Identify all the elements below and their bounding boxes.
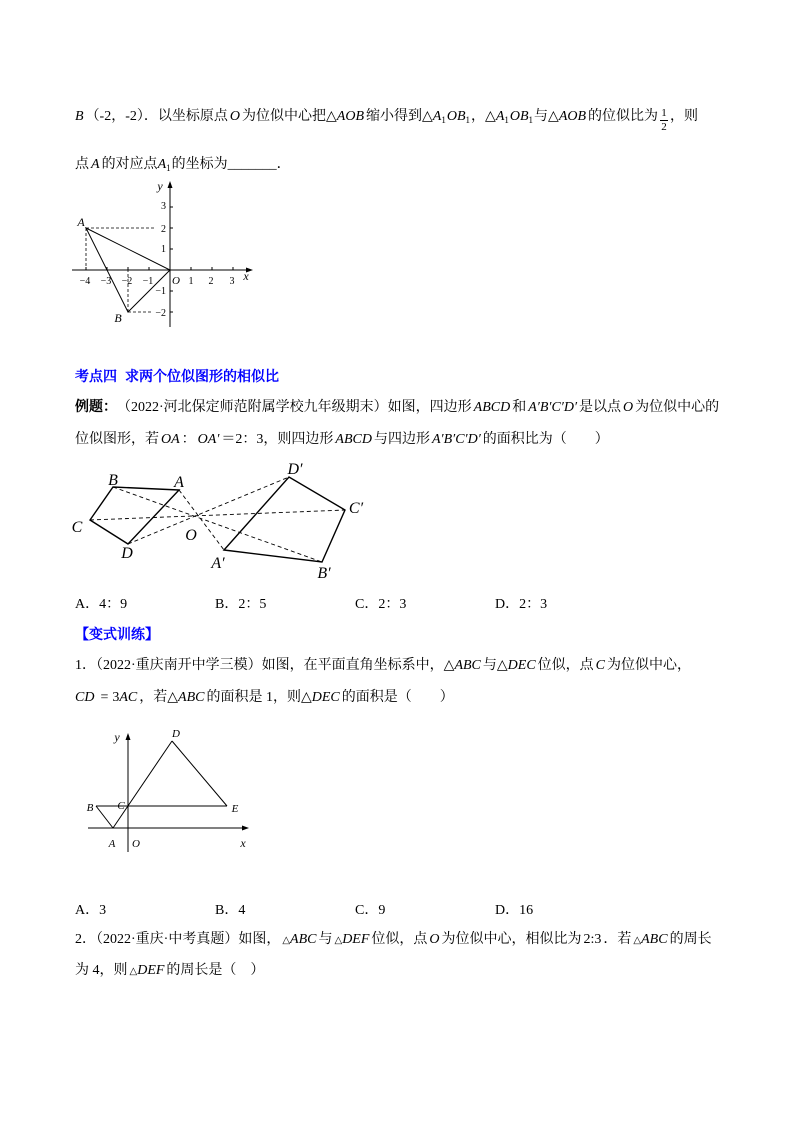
ratio-fraction [660, 108, 668, 133]
math-variable: OA′ [197, 432, 220, 447]
quadrilateral-a-prime-b-prime-c-prime-d-prime [224, 477, 345, 562]
y-tick-label: −2 [155, 308, 166, 319]
center-o-label: O [185, 527, 197, 544]
subscript: 1 [528, 115, 534, 125]
text-run: 与△ [482, 658, 508, 673]
y-axis-label: y [114, 730, 120, 744]
text-run: 缩小得到△ [366, 109, 433, 124]
text-run: 是以点 [579, 400, 622, 415]
math-variable: AC [119, 690, 138, 705]
number: 3 [112, 690, 120, 705]
variant-heading [75, 626, 159, 646]
figure-coordinate-triangles-abc-dec [80, 726, 255, 854]
x-axis-arrow [242, 826, 249, 831]
math-variable: AOB [558, 109, 587, 124]
equals-sign: = [100, 690, 109, 705]
vertex-a-label: A [108, 838, 116, 850]
math-variable: A′B′C′D′ [528, 400, 578, 415]
triangle-lines [96, 741, 227, 828]
text-run: 的周长是（ ） [166, 963, 265, 978]
text-run: ，则 [670, 109, 699, 124]
y-tick-label: −1 [155, 286, 166, 297]
ratio-value: 2:3 [583, 932, 602, 947]
q1-option-d: D．16 [495, 903, 534, 918]
math-variable: OB [509, 109, 529, 124]
y-axis-arrow [126, 733, 131, 740]
text-run: 的坐标为 [171, 157, 228, 172]
example-option-b: B．2：5 [215, 597, 267, 612]
y-tick-label: 3 [161, 201, 166, 212]
text-run: 为位似中心把△ [242, 109, 337, 124]
vertex-d-label: D [172, 728, 180, 740]
vertex-a-label: A [174, 474, 184, 491]
q2-line-2 [75, 961, 264, 981]
variant-heading-text: 【变式训练】 [75, 628, 159, 643]
section-title: 求两个位似图形的相似比 [125, 370, 279, 385]
vertex-b-prime-label: B′ [317, 565, 331, 582]
text-run: 为位似中心， [607, 658, 692, 673]
math-variable: DEF [137, 963, 165, 978]
text-run: ． [276, 157, 291, 172]
origin-label: O [132, 838, 140, 850]
math-variable: CD [75, 690, 95, 705]
math-variable: AOB [336, 109, 365, 124]
math-variable: A [432, 109, 442, 124]
math-variable: O [429, 932, 440, 947]
x-tick-label: −3 [100, 276, 112, 287]
subscript: 1 [465, 115, 471, 125]
text-run: （-2，-2）．以坐标原点 [85, 109, 228, 124]
subscript: 1 [166, 163, 171, 173]
figure-homothetic-quadrilaterals [65, 458, 375, 586]
q1-line-2 [75, 688, 454, 708]
vertex-c-label: C [117, 800, 125, 812]
q1-option-a: A．3 [75, 903, 107, 918]
text-run: ： [181, 432, 196, 447]
text-run: 位似，点 [371, 932, 428, 947]
text-run: 位似，点 [537, 658, 594, 673]
q1-line-1 [75, 656, 691, 676]
example-option-a: A．4：9 [75, 597, 128, 612]
vertex-e-label: E [231, 803, 239, 815]
text-run: 的位似比为 [588, 109, 659, 124]
text-run: （2022·河北保定师范附属学校九年级期末）如图，四边形 [117, 400, 472, 415]
math-variable: ABCD [335, 432, 372, 447]
triangle-symbol: △ [334, 935, 343, 946]
text-run: 和 [512, 400, 527, 415]
text-run: 为位似中心，相似比为 [441, 932, 582, 947]
vertex-d-prime-label: D′ [287, 461, 303, 478]
prev-question-line-1 [75, 106, 699, 133]
figure-coordinate-triangle-aob [60, 172, 260, 330]
math-variable: A′B′C′D′ [431, 432, 481, 447]
vertex-a-prime-label: A′ [211, 555, 225, 572]
y-axis-arrow [168, 181, 173, 188]
math-variable: DEF [342, 932, 370, 947]
point-b-label: B [114, 311, 122, 325]
text-run: 的面积是（ ） [341, 690, 454, 705]
example-line-2 [75, 430, 609, 450]
math-variable: DEC [311, 690, 340, 705]
q2-line-1 [75, 930, 712, 950]
text-run: ．若 [603, 932, 632, 947]
text-run: 位似图形，若 [75, 432, 159, 447]
triangle-symbol: △ [633, 935, 642, 946]
math-variable: O [229, 109, 241, 124]
vertex-d-label: D [121, 545, 133, 562]
y-axis-label: y [157, 179, 163, 193]
text-run: ，若△ [139, 690, 179, 705]
subscript: 1 [504, 115, 509, 125]
x-tick-label: −2 [121, 276, 133, 287]
math-variable: OB [446, 109, 466, 124]
q1-option-c: C．9 [355, 903, 386, 918]
section-heading [75, 368, 279, 388]
math-variable: A [91, 157, 100, 172]
example-line-1 [75, 398, 719, 418]
x-tick-label: 3 [229, 276, 235, 287]
text-run: ＝2：3，则四边形 [221, 432, 334, 447]
math-variable: C [595, 658, 606, 673]
x-axis-label: x [240, 836, 246, 850]
text-run: 的面积是 1，则△ [206, 690, 312, 705]
vertex-c-prime-label: C′ [348, 500, 364, 517]
x-tick-label: −4 [79, 276, 91, 287]
x-tick-label: 2 [208, 276, 214, 287]
example-option-c: C．2：3 [355, 597, 407, 612]
text-run: 的面积比为（ ） [482, 432, 609, 447]
math-variable: ABCD [473, 400, 511, 415]
math-variable: B [75, 109, 84, 124]
x-axis-label: x [243, 269, 249, 283]
math-variable: ABC [641, 932, 668, 947]
vertex-b-label: B [86, 802, 94, 814]
math-variable: ABC [178, 690, 205, 705]
text-run: 与四边形 [373, 432, 430, 447]
section-tag: 考点四 [75, 370, 117, 385]
text-run: 的对应点 [101, 157, 158, 172]
x-tick-label: −1 [142, 276, 154, 287]
math-variable: OA [161, 432, 180, 447]
vertex-b-label: B [108, 472, 118, 489]
text-run: 2．（2022·重庆·中考真题）如图， [75, 932, 281, 947]
y-tick-label: 1 [161, 244, 166, 255]
q1-option-b: B．4 [215, 903, 246, 918]
y-tick-label: 2 [161, 224, 166, 235]
math-variable: DEC [507, 658, 536, 673]
fraction-denominator: 2 [661, 120, 667, 133]
math-variable: A [157, 157, 167, 172]
example-option-d: D．2：3 [495, 597, 548, 612]
text-run: 与△ [534, 109, 559, 124]
subscript: 1 [441, 115, 446, 125]
text-run: 为位似中心的 [635, 400, 720, 415]
text-run: ，△ [471, 109, 496, 124]
vertex-c-label: C [71, 519, 83, 536]
math-variable: ABC [290, 932, 317, 947]
text-run: 点 [75, 157, 89, 172]
text-run: 与 [318, 932, 333, 947]
point-a-label: A [77, 215, 85, 229]
math-variable: O [623, 400, 634, 415]
text-run: 的周长 [669, 932, 712, 947]
fraction-numerator: 1 [661, 106, 667, 119]
triangle-symbol: △ [129, 966, 138, 977]
quadrilateral-abcd [90, 487, 179, 544]
text-run: 1．（2022·重庆南开中学三模）如图，在平面直角坐标系中，△ [75, 658, 455, 673]
text-run: 为 4，则 [75, 963, 128, 978]
origin-label: O [172, 275, 180, 287]
math-variable: ABC [454, 658, 481, 673]
triangle-symbol: △ [282, 935, 291, 946]
math-variable: A [495, 109, 505, 124]
x-tick-label: 1 [188, 276, 194, 287]
answer-blank: _______ [227, 157, 277, 172]
example-label: 例题： [75, 400, 117, 415]
